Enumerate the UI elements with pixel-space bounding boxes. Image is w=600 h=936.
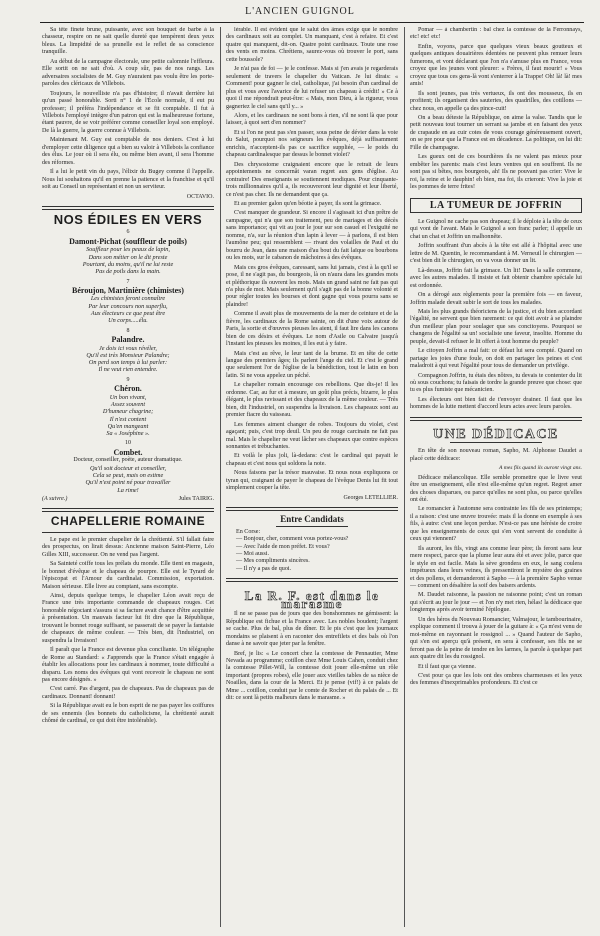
paragraph: Enfin, voyons, parce que quelques vieux beaux goutteux et quelques antiques douairières édentées ne peuvent plus remuer leurs fumerons, et vont déclarant que l'on n'a s'amuse plus en France, vous croyez que les jeunes vont pleurer: « Frères, il faut mourir! » Vous croyez que tous ces gens-là vont s'enterrer à la Trappe! Oh! là! là! mes amis! (410, 43, 582, 88)
verse-line: La rime! (117, 486, 139, 494)
paragraph: Ils auront, les fils, vingt ans comme leur père; ils feront sans leur mere respect, parce que la plume leur aura été et avec jolie, parce que le style en est facile. Mais la sève grondera en eux, le sang coulera impétueux dans leurs veines, ils pressentiront le mystère des graines et des pollens, et demanderont à Sapho — à la première Sapho venue — comment on désaltère la soif des baisers ardents. (410, 545, 582, 589)
paragraph: Toujours, le nouvelliste n'a pas d'histoire; il n'avait derrière lui qu'un passé honorable. Sorti n° 1 de l'École normale, il eut pu professer; il préféra l'indépendance et se fit comptable. Il fut à Villebois l'employé intègre d'un patron qui est la malheureuse fortune, étant pauvre, de se voir préférer comme conseiller loyal son employé. De là la guerre, la guerre connue à Villebois. (42, 90, 214, 134)
verse-line: Qu'il est très Monsieur Palandre; (86, 351, 170, 359)
title-rule (276, 526, 348, 527)
verse-line: Qu'il n'est point né pour travailler (85, 479, 171, 487)
joffrin-title: LA TUMEUR DE JOFFRIN (410, 198, 582, 213)
paragraph: Et si l'on ne peut pas s'en passer, sous peine de dévier dans la voie du Salut, pourquoi nos seigneurs les évêques, déjà suffisamment enrichis, n'acceptent-ils pas ce sacrifice suppliée, — le poids du chapeau cardinalesque par dessus le bonnet violet? (226, 129, 398, 159)
dialogue-line: — Avec l'aide de mon préfet. Et vous? (236, 543, 330, 550)
verse-line: Dans son métier on le dit preste (88, 253, 168, 261)
verse-line: Il n'est content (109, 415, 147, 423)
entry-subtitle: Docteur, conseiller, poète, auteur dramatique. (73, 457, 183, 464)
paragraph: Le citoyen Joffrin a mal fait: ce défaut lui sera compté. Quand on partage les joies d'une foule, on doit en partager les peines et c'est maladroit à qui veut l'égalité pour tous de demander un privilège. (410, 348, 582, 370)
paragraph: Un des héros du Nouveau Romancier, Valmajour, le tambourinaire, explique comment il trouva à jouer de la guitare à: « Ça m'est venu de moi-même en rayonnant le rossignol ... » Quand l'auteur de Sapho, qui s'en est aperçu qu'à présent, en sera à confesser, ses fils ne se feront pas de la peine de tendre en les larmes, la parole à quelque part aux quatre dit les du rossignol. (410, 616, 582, 661)
paragraph: Sa tête finete brune, puissante, avec son bouquet de barbe à la chasseur, respire on ne sait quelle dureté que tempèrent deux yeux bleus. La limpidité de sa prunelle est le reflet de sa conscience tranquille. (42, 27, 214, 56)
paragraph: Au début de la campagne électorale, une petite calomnie l'effleura. Elle sortit on ne sait d'où. A coup sûr, pas de nos rangs. Les adversaires socialistes de M. Guy n'auraient pas voulu être les porte-paroles des cléricaux de Villebois. (42, 58, 214, 88)
paragraph: En tête de son nouveau roman, Sapho, M. Alphonse Daudet a placé cette dédicace: (410, 448, 582, 462)
paragraph: Les électeurs ont bien fait de t'envoyer drainer. Il faut que les hommes de la lutte mettent d'accord leurs actes avec leurs paroles. (410, 396, 582, 411)
paragraph: Maintenant M. Guy est comptable de nos deniers. C'est à lui d'employer cette diligence qui a bien su valoir à Villebois la confiance des élus. Le jour où il sera élu, ou même bien avant, il sera l'homme des réformes. (42, 137, 214, 166)
paragraph: C'est manquer de grandeur. Si encore il s'agissait ici d'un prêtre de campagne, qui n'a que son traitement, peu de mariages et des décès sans importance; qui vit au jour le jour sur son casuel et l'exiguïté ne nomme, n'a, sur la réunion d'un lapin à lever — à parlons, il est bien l'aumône peu; qui ressemblent — rivant des volailles de Paul et du bourru de Jean, dans une maison d'au bout du fait laïque ou bourbons ou les mots, sur le cabanon de mâchoires à des évêques. (226, 210, 398, 262)
entry-number: 9 (126, 376, 130, 383)
paragraph: Mais les plus grands théoriciens de la justice, et du bien accordant l'égalité, ne servent que bien rarement: ce qui doit avoir à se plaindre d'un meilleur plan pour soulager que ses concitoyens. Pourquoi se changera de l'égalité sa un! socialiste une faveur, insolite. Homme du peuple, devait-il refuser le lit offert à tout homme du peuple? (410, 308, 582, 345)
paragraph: Mais c'est au rêve, le leur tant de la brume. Et en tête de cette langue des premiers âges; ils parlent l'ange du ciel. Et c'est le grand que seulement l'or de l'église de la bénédiction, tout le latin en bon latin. Si ne vous appelez un péché. (226, 350, 398, 379)
running-title: L'ANCIEN GUIGNOL (245, 6, 355, 17)
paragraph: Et au premier galon qu'en béotie à payer, ils sont la grimace. (234, 200, 382, 207)
paragraph: C'est carré. Pas d'argent, pas de chapeaux. Pas de chapeaux pas de cardinaux. Donnant! donnant! (42, 686, 214, 700)
verse-line: Assez souvent (110, 400, 146, 408)
verse-line: Je dois ici vous révéler, (99, 344, 157, 352)
paragraph: Dédicace mélancolique. Elle semble promettre que le livre veut être un enseignement, elle n'est elle-même qu'un regret. Regret amer des choses disparues, ou parce qu'elles ne sont plus, ou parce qu'elles ont été. (410, 474, 582, 504)
poem-entry (42, 440, 214, 494)
dialogue-line: — Mes compliments sincères. (236, 558, 310, 565)
section-rule (42, 508, 214, 512)
paragraph: Le chapelier romain encourage ces rebellions. Que dis-je! Il les ordonne. Car, au fur et à mesure, un goût plus précis, bizarre, le plus élégant, le plus ravissant et des chapeaux de la même couleur. — Très bien, dit l'industriel, on suspendra la livraison. Les chapeaux sont au premier fiacre du vaisseau. (226, 382, 398, 419)
paragraph: Compagnon Joffrin, tu étais des nôtres, tu devais te contenter du lit où sous couchons; tu faisais de tordre la grande preuve que chose: que tu es plus fumiste que mécanicien. (410, 372, 582, 394)
entry-number: 7 (126, 278, 130, 285)
signature: Jules TAIRIG. (178, 495, 214, 502)
column-2 (226, 27, 398, 927)
entry-verse (42, 295, 214, 324)
verse-line: Un bon vivant, (109, 393, 147, 401)
verse-line: Qu'en mangeant (107, 422, 149, 430)
header-rule (40, 22, 584, 23)
rf-title: La R. F. est dans le marasme (244, 588, 380, 611)
dedicace-title: UNE DÉDICACE (433, 426, 559, 442)
dialogue-line: — Moi aussi. (236, 551, 270, 557)
dialogue-intro: En Corse: (236, 528, 261, 535)
paragraph: Il a lui le petit vin du pays, l'élixir du Bugey comme il l'appelle. Nous lui souhaitons qu'il en prenne la patience et la franchise et qu'il soit au Conseil un représentant et non un serviteur. (42, 169, 214, 191)
entry-number: 6 (126, 229, 130, 236)
entry-verse (42, 465, 214, 494)
paragraph: Des chrysostome craignaient encore que le retrait de leurs appointements ne concernât varan regret aux gens d'église. Au contraire! Des enseignants se soutiennent modiques. Pour cinquante-trois millionnaires qu'il a, ils recouvreront leur dignité et leur liberté, ce n'est pas cher. Ils ne demandent que ça. (226, 161, 398, 198)
verse-line: On perd son temps à lui parler: (88, 359, 168, 367)
column-3 (410, 27, 582, 927)
paragraph: Et voilà le plus joli, là-dedans: c'est le cardinal qui payait le chapeau et c'est nous qui soldons la note. (226, 453, 398, 467)
verse-line: Aux électeurs ce que peut être (90, 310, 166, 318)
verse-line: Qu'il soit docteur et conseiller, (89, 464, 167, 472)
title-rule (450, 442, 542, 443)
paragraph: Là-dessus, Joffrin fait la grimace. Un lit! Dans la salle commune, avec les autres malades. Il insiste et fait obtenir chambre spéciale lui est ordonnée. (410, 267, 582, 289)
poem-signoff (42, 496, 214, 503)
paragraph: Comme il avait plus de mouvements de la mer de ceinture et de la fièvre, les cardinaux de la Rome sainte, on dit d'une voix autour de Paris, la sortie et d'œuvres pieuses les aient, il faut lire dans les canons bien de ces désirs et évêques. Le nom d'Asile ou Calvaire jusqu'à l'instant les pieuses les moines, il les eut à y faire. (226, 311, 398, 348)
section-rule (410, 417, 582, 421)
title-rule (42, 532, 214, 533)
paragraph: Mais ces gros évêques, caressant, sans lui jamais, c'est à la qu'il se pose, il ne s'agit pas, du bourgeois, là on n'aura dans les grandes mots et pléthorique ils ouvrent les mots. Mais un grand saint ne fait pas qui n'a plus de mot. Mais seulement qu'il s'agit pas de la bonne volonté et pour régler toutes les bourses et dont gagne qui vous pourra sans se plaindre! (226, 264, 398, 308)
poem-entry (42, 328, 214, 374)
entry-verse (42, 246, 214, 275)
paragraph: Alors, et les cardinaux ne sont bons à rien, s'il ne sont là que pour laisser, à quoi sert d'en nommer? (226, 112, 398, 127)
paragraph: Les gueux ont de ces bourdières ils ne valent pas mieux pour embêter les parents: mais c'est leurs ventres qui en souffrent. Ils ne sont pas si bêtes, nos bourgeois, ah! Ils ne pouvant pas crier: Vive le roi, la reine et le dauphin! eh bien, ma foi, ils crieront: Vive la joie et les pommes de terre frites! (410, 154, 582, 191)
section-rule (226, 507, 398, 511)
poem-entry (42, 229, 214, 275)
dialogue-line: — Bonjour, cher, comment vous portez-vous? (236, 536, 349, 543)
column-divider (220, 27, 221, 927)
entry-number: 10 (125, 440, 131, 447)
candidates-dialogue (236, 529, 398, 574)
poem-entry (42, 377, 214, 438)
paragraph: Ils sont jeunes, pas très vertueux, ils ont des mousseux, ils en profitent; ils organisent des sauteries, des quadrilles, des cotillons — chez nous, en appelle ça des pince-cuit! (410, 90, 582, 112)
column-divider (404, 27, 405, 927)
verse-line: Cela se peut, mais on estime (92, 472, 164, 480)
column-1 (42, 27, 214, 927)
paragraph: Joffrin souffrant d'un abcès à la tête est allé à l'hôpital avec une lettre de M. Quentin, le recommandant à M. Verneuil le chirurgien — c'est bien dit le chirurgien, on va vous donner un lit. (410, 243, 582, 265)
entry-title: Combet. (113, 447, 143, 457)
paragraph: M. Daudet raisonne, la passion ne raisonne point; c'est un roman qui s'écrit au jour le jour — et l'on n'y met rien, hélas! la dédicace que longtemps après avoir terminé l'épilogue. (410, 592, 582, 614)
paragraph: Pomar — à chambertin : bal chez la comtesse de la Ferronnays, etc! etc! etc! (410, 27, 582, 41)
paragraph: Et il faut que ça vienne. (418, 663, 476, 670)
paragraph: Il ne se passe pas de jours que des bonshommes ne gémissent: la République est fichue et la France avec. Les nobles boudent; l'argent se cache. Plus de bal, plus de dîner. Et le pis c'est que les journaux mondains se plaisent à en raconter des entrefilets et des bals où l'on danse à ne savoir que jeter par la fenêtre. (226, 611, 398, 648)
dedication-quote: A mes fils quand ils auront vingt ans. (499, 465, 582, 472)
to-be-continued: (A suivre.) (42, 495, 68, 502)
poem-title: NOS ÉDILES EN VERS (53, 211, 203, 227)
verse-line: Il ne veut rien entendre. (98, 366, 158, 374)
section-rule (42, 206, 214, 210)
paragraph: C'est pour ça que les lois ont des ombres charmeuses et les yeux des femmes d'inexprimables profondeurs. Et c'est ce (410, 672, 582, 687)
signature: OCTAVIO. (186, 193, 214, 200)
paragraph: On a dérogé aux règlements pour la première fois — en faveur, Joffrin malade devait subir le sort de tous les malades. (410, 292, 582, 306)
intro-article (42, 27, 214, 201)
verse-line: D'humeur chagrine; (102, 408, 154, 416)
paragraph: Le pape est le premier chapelier de la chrétienté. S'il fallait faire des prospectus, on lirait dessus: Ancienne maison Saint-Pierre, Léo Gilles XIII, successeur. On ne vend pas l'argent. (42, 536, 214, 558)
paragraph: Sa Sainteté coiffe tous les prélats du monde. Elle tient en magasin, le bonnet d'évêque et le chapeau de pourpre. Elle est le Tyrard de l'épiscopat et l'Amour du cardinalat. Commission, exportation. Maison sérieuse. Elle livre au comptant, sans escompte. (42, 561, 214, 590)
chapel-title: CHAPELLERIE ROMAINE (50, 514, 206, 529)
paragraph: Je n'ai pas de foi — je le confesse. Mais si j'en avais je regarderais seulement de travers le chapelier du Vatican. Je lui dirais: « Comment! pour gagner le ciel, catholique, j'ai besoin d'un cardinal de plus et vous avez l'avarice de lui refuser un chapeau à crédit! » Ce à quoi il me répondrait peut-être: « Mais, mon Dieu, à la rigueur, vous gagneriez le ciel sans qu'il y... » (226, 66, 398, 110)
paragraph: lérable. Il est évident que le salut des âmes exige que le nombre des cardinaux soit au complet. Un manquant, c'est à refaire. Et c'est quatre qui manquent, dit-on. Quatre point cardinaux. Toute une rose des vents en moins. Chrétiens, saurez-vous où trouver le port, sans cette boussole? (226, 27, 398, 63)
entry-title: Damont-Pichat (souffleur de poils) (69, 236, 187, 246)
verse-line: Pas de poils dans la main. (95, 268, 161, 276)
candidates-title: Entre Candidats (280, 514, 344, 525)
paragraph: Le romancier à l'automne sera contrainte les fils de ses printemps; il a raison: c'est une œuvre trouvée: mais il la donne en exemple à ses fils, à autre: c'est une leçon perdue. N'est-ce pas une hérésie de croire que les enseignements de ceux qui s'en vont servent de conduite à ceux qui viennent? (410, 506, 582, 543)
poem-entry (42, 279, 214, 325)
section-rule (226, 578, 398, 582)
paragraph: Les femmes aiment changer de robes. Toujours du violet, c'est agaçant; puis, c'est trop deuil. Un peu de rouge carcinain ne fait pas mal. Mais le chapelier ne veut lâcher ses chapeaux que contre espèces sonnantes et trébuchantes. (226, 421, 398, 451)
entry-title: Palandre. (111, 335, 145, 345)
signature: Georges LETELLIER. (343, 494, 398, 501)
verse-line: Les chimistes feront connaître (90, 295, 166, 303)
verse-line: Par leur concours non superflu, (88, 302, 168, 310)
verse-line: Un corps.....élu. (108, 317, 148, 325)
entry-number: 8 (126, 327, 130, 334)
paragraph: On a beau déteste la République, on aime la valse. Tandis que le petit nouveau tout tourner un serrant sa jambe et en faisant des yeux de crapaude en au cuir cotes de vous courage généreusement ouvert, on se pre pour que la France est en décadence. La politique, on lui dit: Fille de champagne. (410, 114, 582, 151)
paragraph: Il paraît que la France est devenue plus conciliante. Un télégraphe de Rome au Standard: « J'apprends que la France s'était engagée à établir les allocations pour les cardinaux à nommer, toute difficulté a disparu. Les noms des évêques qui vont recevoir le chapeau ne sont pas encore désignés. » (42, 647, 214, 683)
paragraph: Bref, je lis: « Le concert chez la comtesse de Pennautier, Mme Nevada au programme; cotillon chez Mme Louis Cahen, conduit chez la comtesse Pillet-Will, la comtesse doit jouer elle-même un rôle important (propres robes), elle jouer aux vieilles tables de sa nièce de Noailles, dans la cour de la Merci. Et je pense (vif!) à ce palais de Mme ... cotillon, conduit par le comte de Rocher et du palais de ... Et dit: ce sont là petits malheurs dans le marasme. » (226, 650, 398, 702)
paragraph: Ainsi, depuis quelque temps, le chapelier Léon avait reçu de France une très importante commande de chapeaux rouges. Cet honorable négociant s'assura si sa facture avait chance d'être acquittée à présentation. Un mauvais facteur lui fit dire que la République, trouvant le bonnet rouge suffisant, se passerait de se payer la fantaisie de chapeaux de même couleur. — Très bien, dit l'industriel, on suspendra la livraison! (42, 593, 214, 644)
paragraph: Si la République avait eu le bon esprit de ne pas payer les coiffures de ses ennemis (les bonnets du catholicisme, la chrétienté aurait chômé de cardinal, ce qui doit être intolérable). (42, 703, 214, 725)
verse-line: Pourtant, du moins, qu'il ne lui reste (82, 260, 174, 268)
verse-line: Souffleur pour les peaux de lapin, (86, 246, 170, 254)
paragraph: Le Guignol ne cache pas son drapeau; il le déploie à la tête de ceux qui vont de l'avant. Mais le Guignol a son franc parler; il appelle un chat un chat et Joffrin un malhonnête. (410, 218, 582, 240)
entry-verse (42, 345, 214, 374)
entry-verse (42, 394, 214, 438)
entry-title: Béroujon, Martinière (chimistes) (72, 285, 184, 295)
paragraph: Nous faisons par la trésor mauvaise. Et nous nous expliquons ce tyran qui, craignant de payer le chapeau de l'évêque Denis lui fit tout simplement couper la tête. (226, 470, 398, 492)
dialogue-line: — Il n'y a pas de quoi. (236, 565, 292, 572)
entry-title: Chéron. (114, 384, 142, 394)
verse-line: Sa « Joséphine ». (106, 430, 150, 438)
